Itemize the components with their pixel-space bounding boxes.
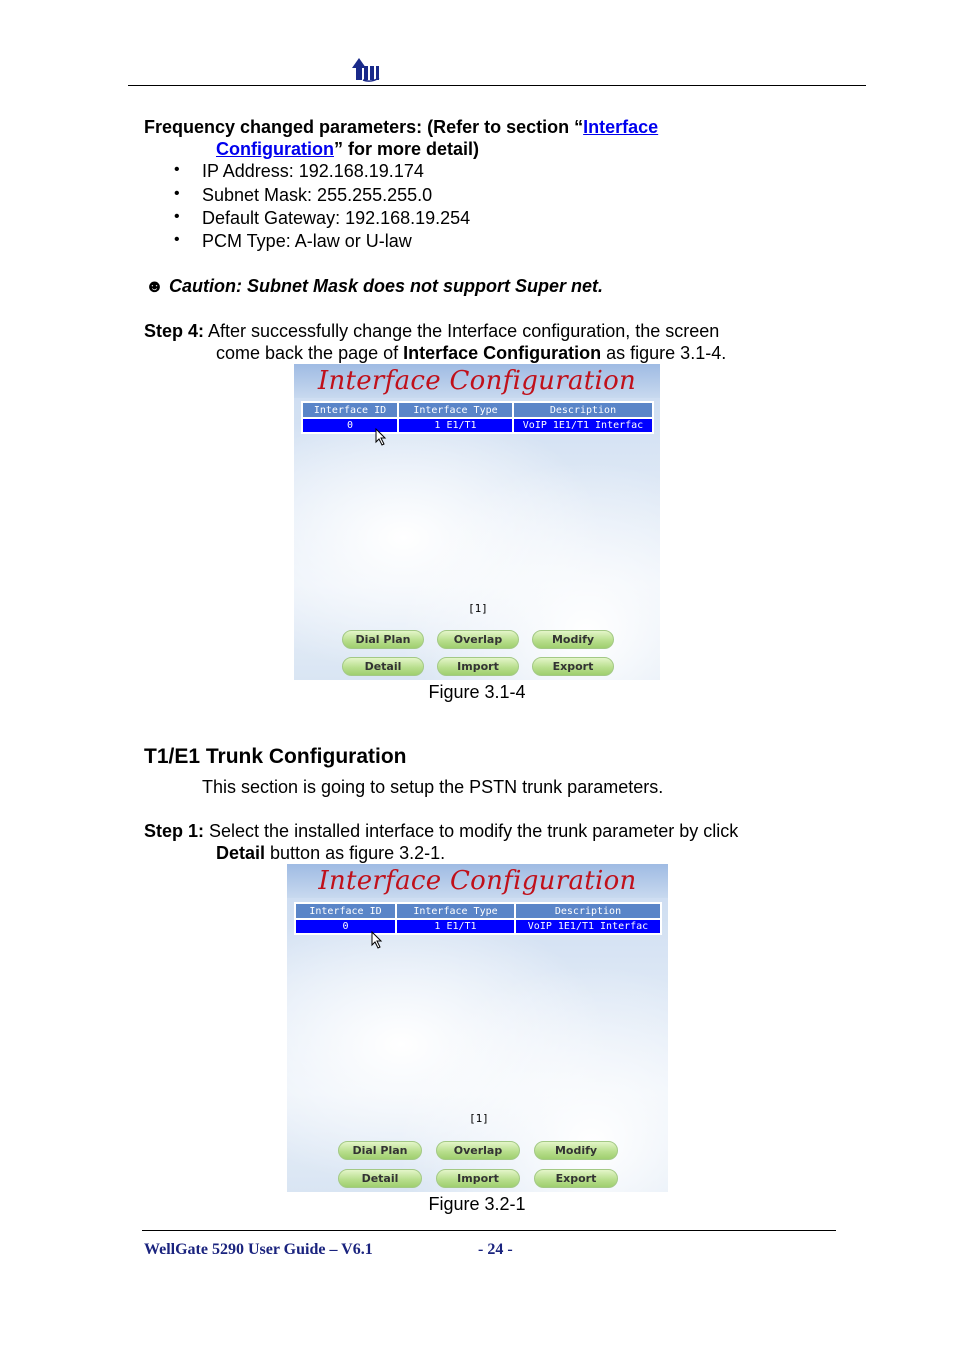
table-cell[interactable]: VoIP 1E1/T1 Interfac (516, 920, 660, 933)
step1-line2: Detail button as figure 3.2-1. (216, 843, 446, 863)
table-row[interactable] (303, 419, 652, 432)
list-item: • Subnet Mask: 255.255.255.0 (202, 185, 432, 206)
overlap-button[interactable]: Overlap (437, 630, 519, 649)
interface-configuration-screenshot (294, 364, 660, 680)
table-cell[interactable]: 1 E1/T1 (399, 419, 512, 432)
mouse-pointer-icon (375, 428, 387, 446)
interface-configuration-link[interactable]: Interface (583, 117, 659, 137)
footer-rule (142, 1230, 836, 1231)
column-header: Interface Type (397, 904, 514, 918)
detail-button[interactable]: Detail (338, 1169, 422, 1188)
step4-line1: Step 4: After successfully change the Interface configuration, the screen (144, 321, 720, 341)
interface-table (301, 401, 654, 434)
modify-button[interactable]: Modify (532, 630, 614, 649)
header-rule (128, 85, 866, 86)
pagination[interactable]: [1] (468, 602, 488, 615)
footer-page-number: - 24 - (478, 1241, 513, 1258)
table-row[interactable] (296, 920, 660, 933)
modify-button[interactable]: Modify (534, 1141, 618, 1160)
interface-table (294, 902, 662, 935)
interface-configuration-screenshot (287, 864, 668, 1192)
interface-configuration-link-continued[interactable]: Configuration (216, 139, 334, 159)
params-heading-line2: Configuration” for more detail) (216, 139, 480, 159)
step4-line2: come back the page of Interface Configuration as figure 3.1-4. (216, 343, 727, 363)
table-cell[interactable]: 1 E1/T1 (397, 920, 514, 933)
section-intro: This section is going to setup the PSTN trunk parameters. (202, 777, 664, 797)
section-heading: T1/E1 Trunk Configuration (144, 745, 407, 768)
pagination[interactable]: [1] (469, 1112, 489, 1125)
step1-line1: Step 1: Select the installed interface to modify the trunk parameter by click (144, 821, 739, 841)
column-header: Interface Type (399, 403, 512, 417)
caution-note: ☻ Caution: Subnet Mask does not support Super net. (145, 276, 603, 296)
table-cell[interactable]: 0 (303, 419, 397, 432)
export-button[interactable]: Export (534, 1169, 618, 1188)
params-heading: Frequency changed parameters: (Refer to section “Interface (144, 117, 659, 137)
column-header: Interface ID (303, 403, 397, 417)
list-item: • PCM Type: A-law or U-law (202, 231, 412, 252)
import-button[interactable]: Import (437, 657, 519, 676)
footer-guide-title: WellGate 5290 User Guide – V6.1 (144, 1241, 373, 1258)
import-button[interactable]: Import (436, 1169, 520, 1188)
overlap-button[interactable]: Overlap (436, 1141, 520, 1160)
figure-caption: Figure 3.1-4 (428, 682, 526, 702)
column-header: Description (516, 904, 660, 918)
screenshot-title-bar (287, 864, 668, 898)
column-header: Interface ID (296, 904, 395, 918)
screenshot-title-bar (294, 364, 660, 398)
detail-button[interactable]: Detail (342, 657, 424, 676)
screenshot-title: Interface Configuration (318, 866, 637, 896)
figure-caption: Figure 3.2-1 (428, 1194, 526, 1214)
dial-plan-button[interactable]: Dial Plan (338, 1141, 422, 1160)
company-logo-icon (350, 56, 380, 82)
mouse-pointer-icon (371, 931, 383, 949)
smiley-icon: ☻ (145, 276, 164, 296)
table-cell[interactable]: 0 (296, 920, 395, 933)
screenshot-title: Interface Configuration (317, 366, 637, 396)
list-item: • Default Gateway: 192.168.19.254 (202, 208, 470, 229)
table-cell[interactable]: VoIP 1E1/T1 Interfac (514, 419, 652, 432)
export-button[interactable]: Export (532, 657, 614, 676)
column-header: Description (514, 403, 652, 417)
list-item: • IP Address: 192.168.19.174 (202, 161, 424, 182)
dial-plan-button[interactable]: Dial Plan (342, 630, 424, 649)
